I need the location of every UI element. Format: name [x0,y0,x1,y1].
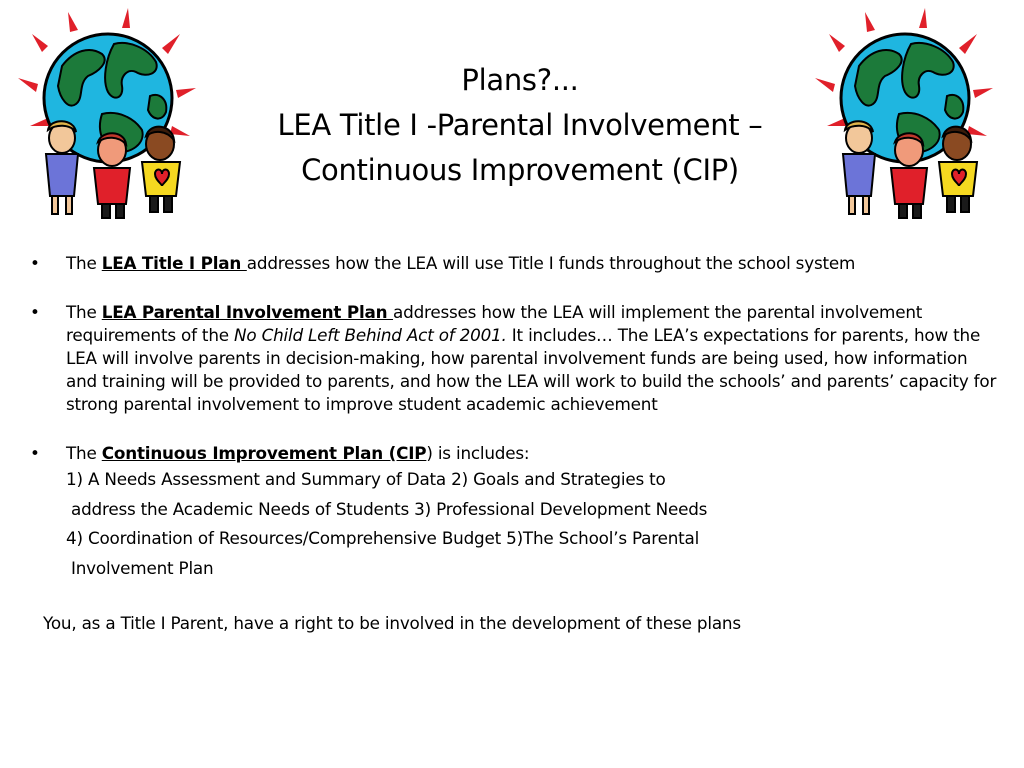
slide-title [200,58,840,193]
bullet-lea-parental-involvement-plan [26,301,1001,416]
bullet-prefix: The [66,253,102,273]
title-line-3: Continuous Improvement (CIP) [301,153,739,187]
cip-item: 1) A Needs Assessment and Summary of Data 2) Goals and Strategies to [66,469,666,489]
term-lea-title-i-plan: LEA Title I Plan [101,253,247,273]
bullet-lea-title-i-plan [26,252,1001,275]
cip-item: Involvement Plan [71,557,214,578]
slide-body [26,252,1001,639]
bullet-text: ) is includes: [426,443,530,463]
bullet-text: addresses how the LEA will use Title I funds throughout the school system [246,253,856,273]
bullet-icon: • [30,443,40,463]
bullet-icon: • [30,253,40,273]
bullet-text-a: addresses how the LEA will implement the parental involvement requirements of the [66,302,923,345]
term-lea-parental-involvement-plan: LEA Parental Involvement Plan [101,302,394,322]
globe-children-icon [10,6,210,220]
bullet-prefix: The [66,443,102,463]
closing-statement: You, as a Title I Parent, have a right to be involved in the development of these plans [43,613,741,633]
cip-item: 4) Coordination of Resources/Comprehensive Budget 5)The School’s Parental [66,528,700,548]
bullet-text-b: It includes… The LEA’s expectations for parents, how the LEA will involve parents in decision-making, how parental involvement funds are being used, how information and training will be provided to parents, and how the LEA will work to build the schools’ and parents’ capacity for strong parental involvement to improve student academic achievement [66,325,997,414]
bullet-icon: • [30,302,40,322]
act-title: No Child Left Behind Act of 2001. [234,325,507,345]
title-line-1: Plans?... [461,63,579,97]
bullet-prefix: The [66,302,102,322]
cip-components-list [26,465,1001,583]
bullet-cip [26,442,1001,465]
cip-item: address the Academic Needs of Students 3) Professional Development Needs [71,498,708,519]
term-cip: Continuous Improvement Plan (CIP [101,443,427,463]
title-line-2: LEA Title I -Parental Involvement – [277,108,763,142]
